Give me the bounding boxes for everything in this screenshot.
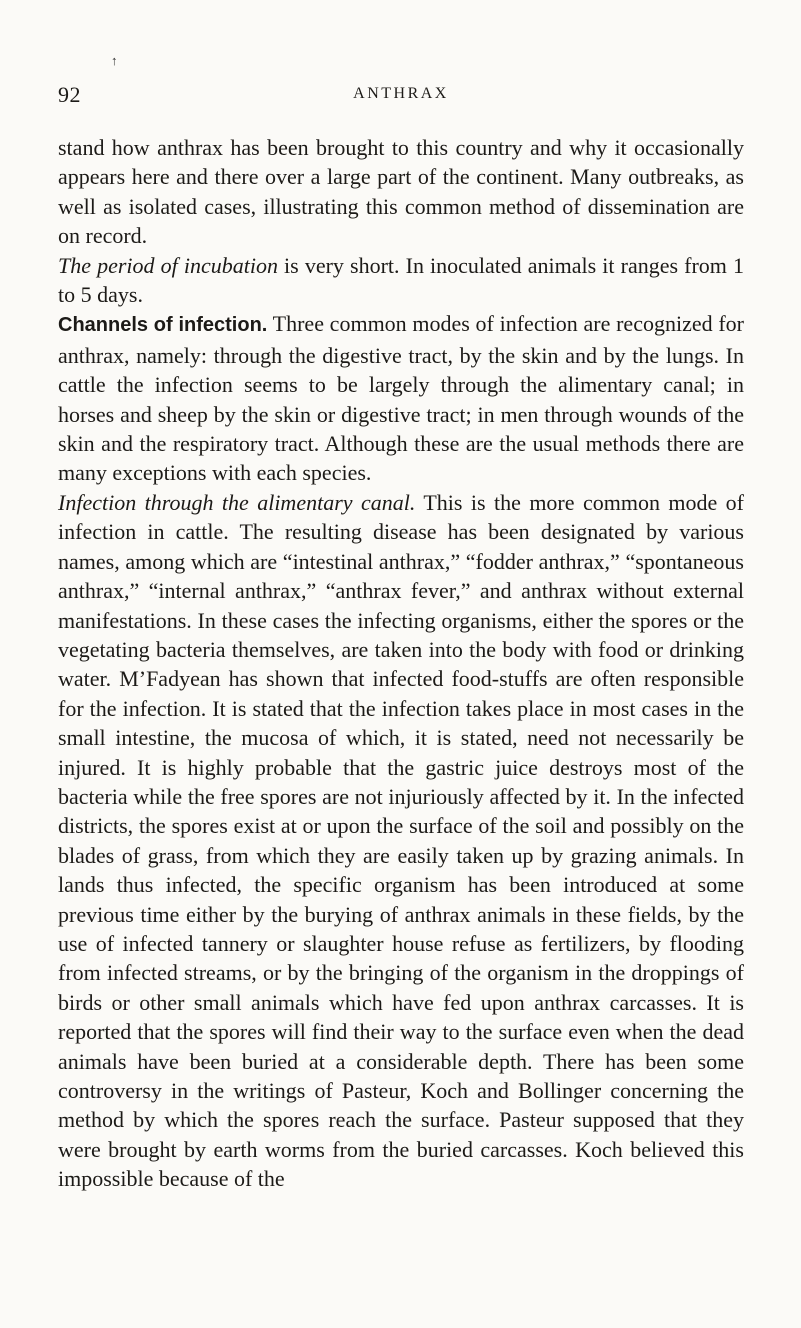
section-heading: Channels of infection. xyxy=(58,314,268,337)
page-header xyxy=(58,82,744,110)
paragraph-lead-italic: The period of incubation xyxy=(58,252,278,278)
page-number: 92 xyxy=(58,82,81,107)
paragraph-alimentary-canal xyxy=(58,488,744,1194)
paragraph-channels-of-infection xyxy=(58,309,744,487)
paragraph-lead-italic: Infection through the alimentary canal. xyxy=(58,489,416,515)
body-text xyxy=(58,133,744,1194)
paragraph-dissemination xyxy=(58,133,744,251)
paragraph-incubation xyxy=(58,251,744,310)
paragraph-text: stand how anthrax has been brought to this country and why it occasionally appears here and there over a large part of the continent. Many outbreaks, as well as isolated cases, illustrating this common method of dissemination are on record. xyxy=(58,135,744,249)
margin-mark: ↑ xyxy=(111,53,118,68)
running-head: ANTHRAX xyxy=(353,85,449,102)
paragraph-text: is very short. In inoculated animals it ranges from 1 to 5 days. xyxy=(58,252,744,308)
paragraph-text: Three common modes of infection are recognized for anthrax, namely: through the digestive tract, by the skin and by the lungs. In cattle the infection seems to be largely through the alimentary canal; in horses and sheep by the skin or digestive tract; in men through wounds of the skin and the respiratory tract. Although these are the usual methods there are many exceptions with each species. xyxy=(58,311,744,486)
paragraph-text: This is the more common mode of infection in cattle. The resulting disease has been designated by various names, among which are “intestinal anthrax,” “fodder anthrax,” “spontaneous anthrax,” “internal anthrax,” “anthrax fever,” and anthrax without external manifestations. In these cases the infecting organisms, either the spores or the vegetating bacteria themselves, are taken into the body with food or drinking water. M’Fadyean has shown that infected food-stuffs are often responsible for the infection. It is stated that the infection takes place in most cases in the small intestine, the mucosa of which, it is stated, need not necessarily be injured. It is highly probable that the gastric juice destroys most of the bacteria while the free spores are not injuriously affected by it. In the infected districts, the spores exist at or upon the surface of the soil and possibly on the blades of grass, from which they are easily taken up by grazing animals. In lands thus infected, the specific organism has been introduced at some previous time either by the burying of anthrax animals in these fields, by the use of infected tannery or slaughter house refuse as fertilizers, by flooding from infected streams, or by the bringing of the organism in the droppings of birds or other small animals which have fed upon anthrax carcasses. It is reported that the spores will find their way to the surface even when the dead animals have been buried at a considerable depth. There has been some controversy in the writings of Pasteur, Koch and Bollinger concerning the method by which the spores reach the surface. Pasteur supposed that they were brought by earth worms from the buried carcasses. Koch believed this impossible because of the xyxy=(58,489,744,1192)
